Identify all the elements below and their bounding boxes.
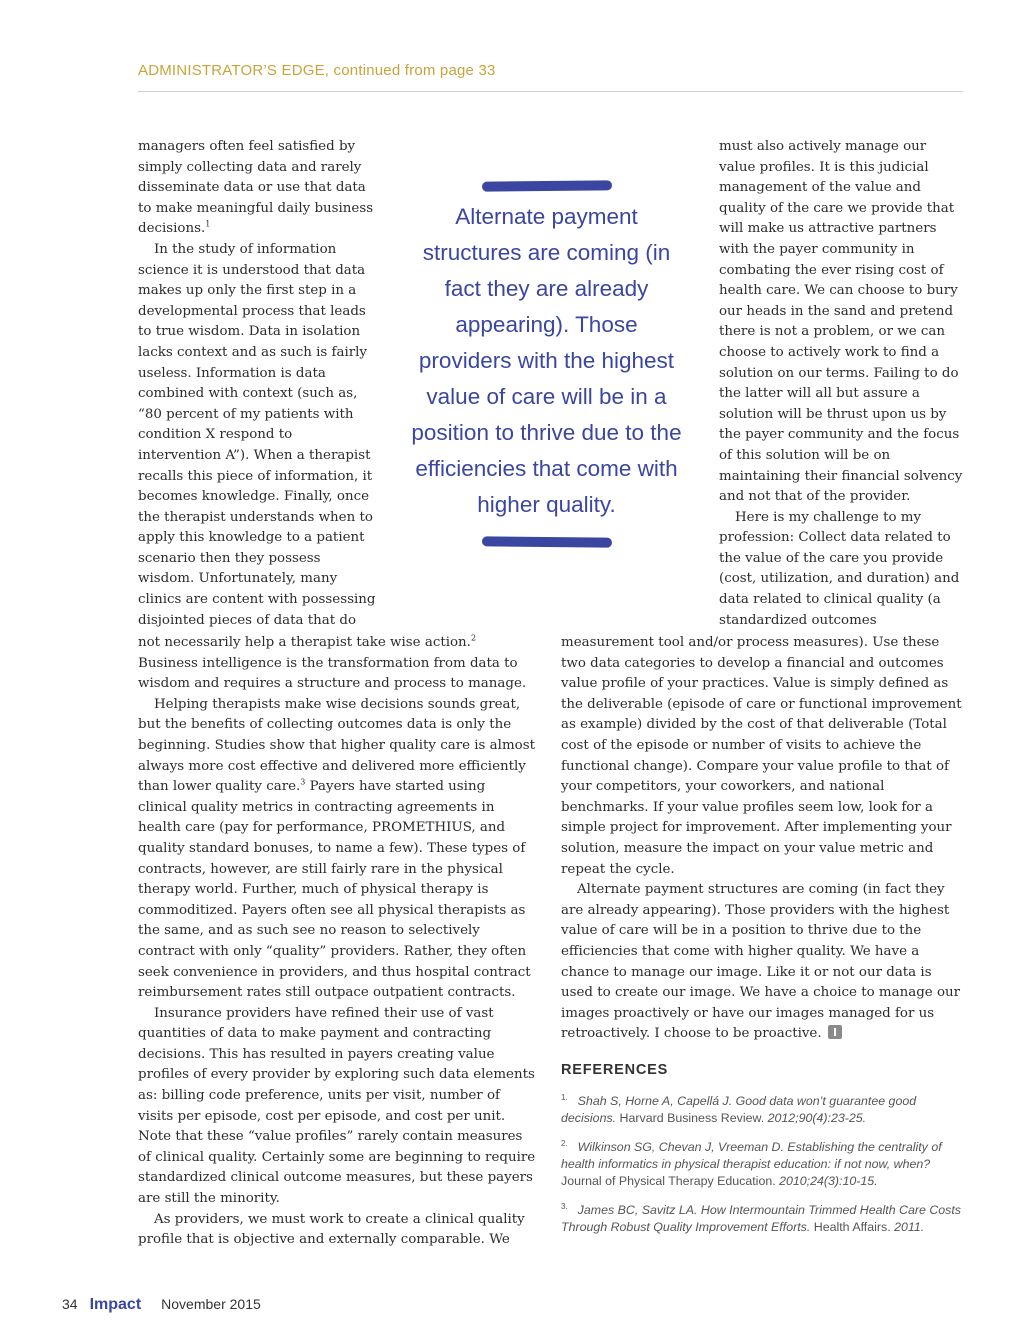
left-column-bottom — [138, 633, 538, 1251]
footnote-marker: 3 — [300, 777, 306, 787]
issue-date: November 2015 — [161, 1296, 261, 1312]
left-column-top — [138, 137, 376, 631]
paragraph-text: not necessarily help a therapist take wise action. — [138, 635, 471, 650]
paragraph: must also actively manage our value profiles. It is this judicial management of the value and quality of the care we provide that will make us attractive partners with the payer community in combating the ever rising cost of health care. We can choose to bury our heads in the sand and pretend there is not a problem, or we can choose to actively work to find a solution on our terms. Failing to do the latter will all but assure a solution will be thrust upon us by the payer community and the focus of this solution will be on maintaining their financial solvency and not that of the provider. — [719, 139, 963, 505]
reference-volume: 2012;90(4):23-25. — [764, 1111, 867, 1126]
references-heading: REFERENCES — [561, 1062, 669, 1078]
reference-journal: Health Affairs. — [810, 1220, 891, 1235]
footnote-marker: 1 — [205, 219, 211, 229]
paragraph-text: Business intelligence is the transformation from data to wisdom and requires a structure and process to manage. — [138, 655, 527, 692]
paragraph — [138, 695, 538, 1004]
paragraph — [138, 633, 538, 695]
reference-item — [561, 1089, 964, 1127]
paragraph: Insurance providers have refined their use of vast quantities of data to make payment and contracting decisions. This has resulted in payers creating value profiles of every provider by exploring such data elements as: billing code preference, units per visit, number of visits per episode, cost per episode, and cost per unit. Note that these “value profiles” rarely contain measures of clinical quality. Certainly some are beginning to require standardized clinical outcome measures, but these payers are still the minority. — [138, 1005, 536, 1207]
pull-quote-top-bar — [481, 180, 611, 191]
paragraph — [138, 137, 376, 240]
footnote-marker: 2 — [470, 633, 477, 643]
pull-quote-text: Alternate payment structures are coming (in fact they are already appearing). Those providers with the highest value of care will be in a position to thrive due to the efficiencies that come with higher quality. — [411, 204, 682, 517]
right-column-top — [719, 137, 964, 631]
reference-number: 3. — [561, 1202, 568, 1212]
paragraph-text: Alternate payment structures are coming (in fact they are already appearing). Those providers with the highest value of care will be in a position to thrive due to the efficiencies that come with higher quality. We have a chance to manage our image. Like it or not our data is used to create our image. We have a choice to manage our images proactively or have our images managed for us retroactively. I choose to be proactive. — [561, 882, 961, 1042]
reference-journal: Harvard Business Review. — [616, 1111, 765, 1126]
paragraph: Here is my challenge to my profession: Collect data related to the value of the care you provide (cost, utilization, and duration) and data related to clinical quality (a standardized outcomes — [719, 509, 960, 628]
paragraph-text: Helping therapists make wise decisions sounds great, but the benefits of collecting outcomes data is only the beginning. Studies show that higher quality care is almost always more cost effective and delivered more efficiently than lower quality care. — [138, 696, 535, 795]
reference-citation: Wilkinson SG, Chevan J, Vreeman D. Establishing the centrality of health informatics in physical therapist education: if not now, when? — [561, 1140, 942, 1172]
reference-citation: James BC, Savitz LA. How Intermountain Trimmed Health Care Costs Through Robust Quality Improvement Efforts. — [561, 1203, 961, 1235]
reference-journal: Journal of Physical Therapy Education. — [561, 1174, 776, 1189]
paragraph: As providers, we must work to create a clinical quality profile that is objective and externally comparable. We — [138, 1211, 525, 1248]
reference-citation: Shah S, Horne A, Capellá J. Good data won’t guarantee good decisions. — [561, 1094, 917, 1126]
header-divider — [138, 91, 963, 92]
reference-number: 2. — [561, 1139, 568, 1149]
reference-item — [561, 1198, 964, 1236]
paragraph-text: managers often feel satisfied by simply collecting data and rarely disseminate data or use that data to make meaningful daily business decisions. — [138, 139, 374, 237]
running-head: ADMINISTRATOR’S EDGE, continued from page 33 — [138, 62, 496, 79]
reference-number: 1. — [561, 1093, 568, 1102]
paragraph: In the study of information science it is understood that data makes up only the first step in a developmental process that leads to true wisdom. Data in isolation lacks context and as such is fairly useless. Information is data combined with context (such as, “80 percent of my patients with condition X respond to intervention A”). When a therapist recalls this piece of information, it becomes knowledge. Finally, once the therapist understands when to apply this knowledge to a patient scenario then they possess wisdom. Unfortunately, many clinics are content with possessing disjointed pieces of data that do — [138, 241, 376, 628]
paragraph-text: Payers have started using clinical quality metrics in contracting agreements in health care (pay for performance, PROMETHIUS, and quality standard bonuses, to name a few). These types of contracts, however, are still fairly rare in the physical therapy world. Further, much of physical therapy is commoditized. Payers often see all physical therapists as the same, and as such see no reason to selectively contract with only “quality” providers. Rather, they often seek convenience in providers, and thus hospital contract reimbursement rates still outpace outpatient contracts. — [138, 779, 531, 1001]
end-of-article-icon — [828, 1025, 842, 1039]
pull-quote-bottom-bar — [481, 536, 611, 547]
magazine-logo: Impact — [89, 1296, 142, 1313]
page-number: 34 — [62, 1296, 78, 1312]
reference-volume: 2010;24(3):10-15. — [775, 1174, 878, 1189]
page-footer — [62, 1296, 261, 1314]
reference-item — [561, 1135, 964, 1190]
pull-quote — [410, 181, 683, 547]
references-list — [561, 1089, 964, 1244]
reference-volume: 2011. — [890, 1220, 925, 1235]
paragraph: measurement tool and/or process measures). Use these two data categories to develop a financial and outcomes value profile of your practices. Value is simply defined as the deliverable (episode of care or functional improvement as example) divided by the cost of that deliverable (Total cost of the episode or number of visits to achieve the functional change). Compare your value profile to that of your competitors, your coworkers, and national benchmarks. If your value profiles seem low, look for a simple project for improvement. After implementing your solution, measure the impact on your value metric and repeat the cycle. — [561, 635, 962, 877]
paragraph — [561, 880, 964, 1045]
right-column-bottom — [561, 633, 964, 1045]
